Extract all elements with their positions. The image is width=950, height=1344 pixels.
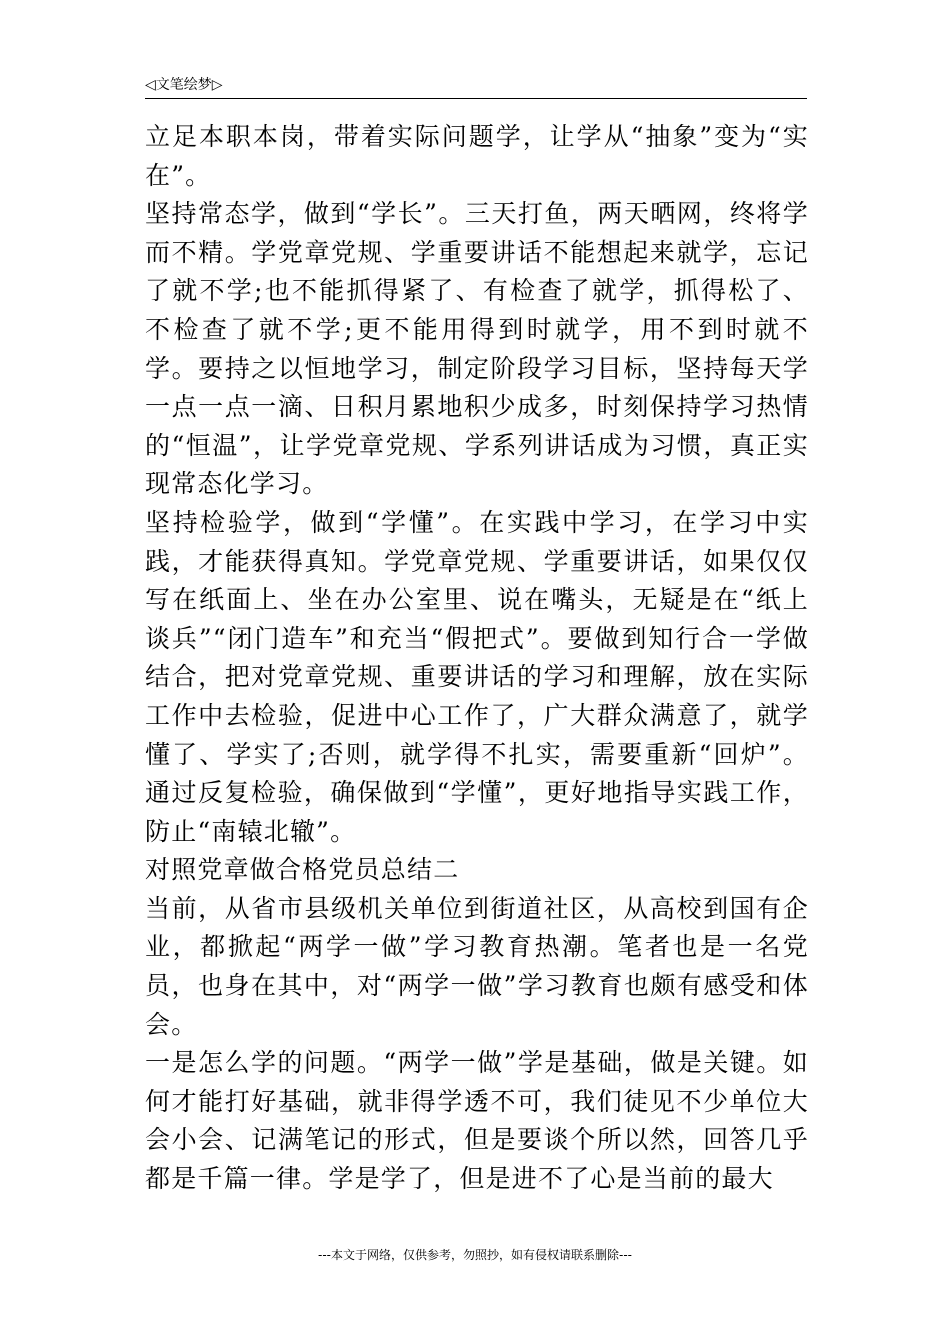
paragraph: 坚持检验学，做到“学懂”。在实践中学习，在学习中实践，才能获得真知。学党章党规、学重要讲话，如果仅仅写在纸面上、坐在办公室里、说在嘴头，无疑是在“纸上谈兵”“闭门造车”和充当“假把式”。要做到知行合一学做结合，把对党章党规、重要讲话的学习和理解，放在实际工作中去检验，促进中心工作了，广大群众满意了，就学懂了、学实了;否则，就学得不扎实，需要重新“回炉”。通过反复检验，确保做到“学懂”，更好地指导实践工作，防止“南辕北辙”。: [145, 507, 809, 846]
header-title: ◁文笔绘梦▷: [145, 77, 223, 93]
paragraph: 坚持常态学，做到“学长”。三天打鱼，两天晒网，终将学而不精。学党章党规、学重要讲话不能想起来就学，忘记了就不学;也不能抓得紧了、有检查了就学，抓得松了、不检查了就不学;更不能用得到时就学，用不到时就不学。要持之以恒地学习，制定阶段学习目标，坚持每天学一点一点一滴、日积月累地积少成多，时刻保持学习热情的“恒温”，让学党章党规、学系列讲话成为习惯，真正实现常态化学习。: [145, 199, 809, 499]
page-footer: [0, 1247, 950, 1263]
footer-disclaimer: ---本文于网络，仅供参考，勿照抄，如有侵权请联系删除---: [318, 1248, 632, 1262]
section-heading: 对照党章做合格党员总结二: [145, 855, 460, 885]
paragraph: 立足本职本岗，带着实际问题学，让学从“抽象”变为“实在”。: [145, 122, 809, 190]
document-body: [145, 118, 809, 1199]
page-header: [145, 74, 807, 99]
paragraph: 当前，从省市县级机关单位到街道社区，从高校到国有企业，都掀起“两学一做”学习教育热潮。笔者也是一名党员，也身在其中，对“两学一做”学习教育也颇有感受和体会。: [145, 893, 809, 1039]
paragraph: 一是怎么学的问题。“两学一做”学是基础，做是关键。如何才能打好基础，就非得学透不可，我们徒见不少单位大会小会、记满笔记的形式，但是要谈个所以然，回答几乎都是千篇一律。学是学了，但是进不了心是当前的最大: [145, 1048, 809, 1194]
